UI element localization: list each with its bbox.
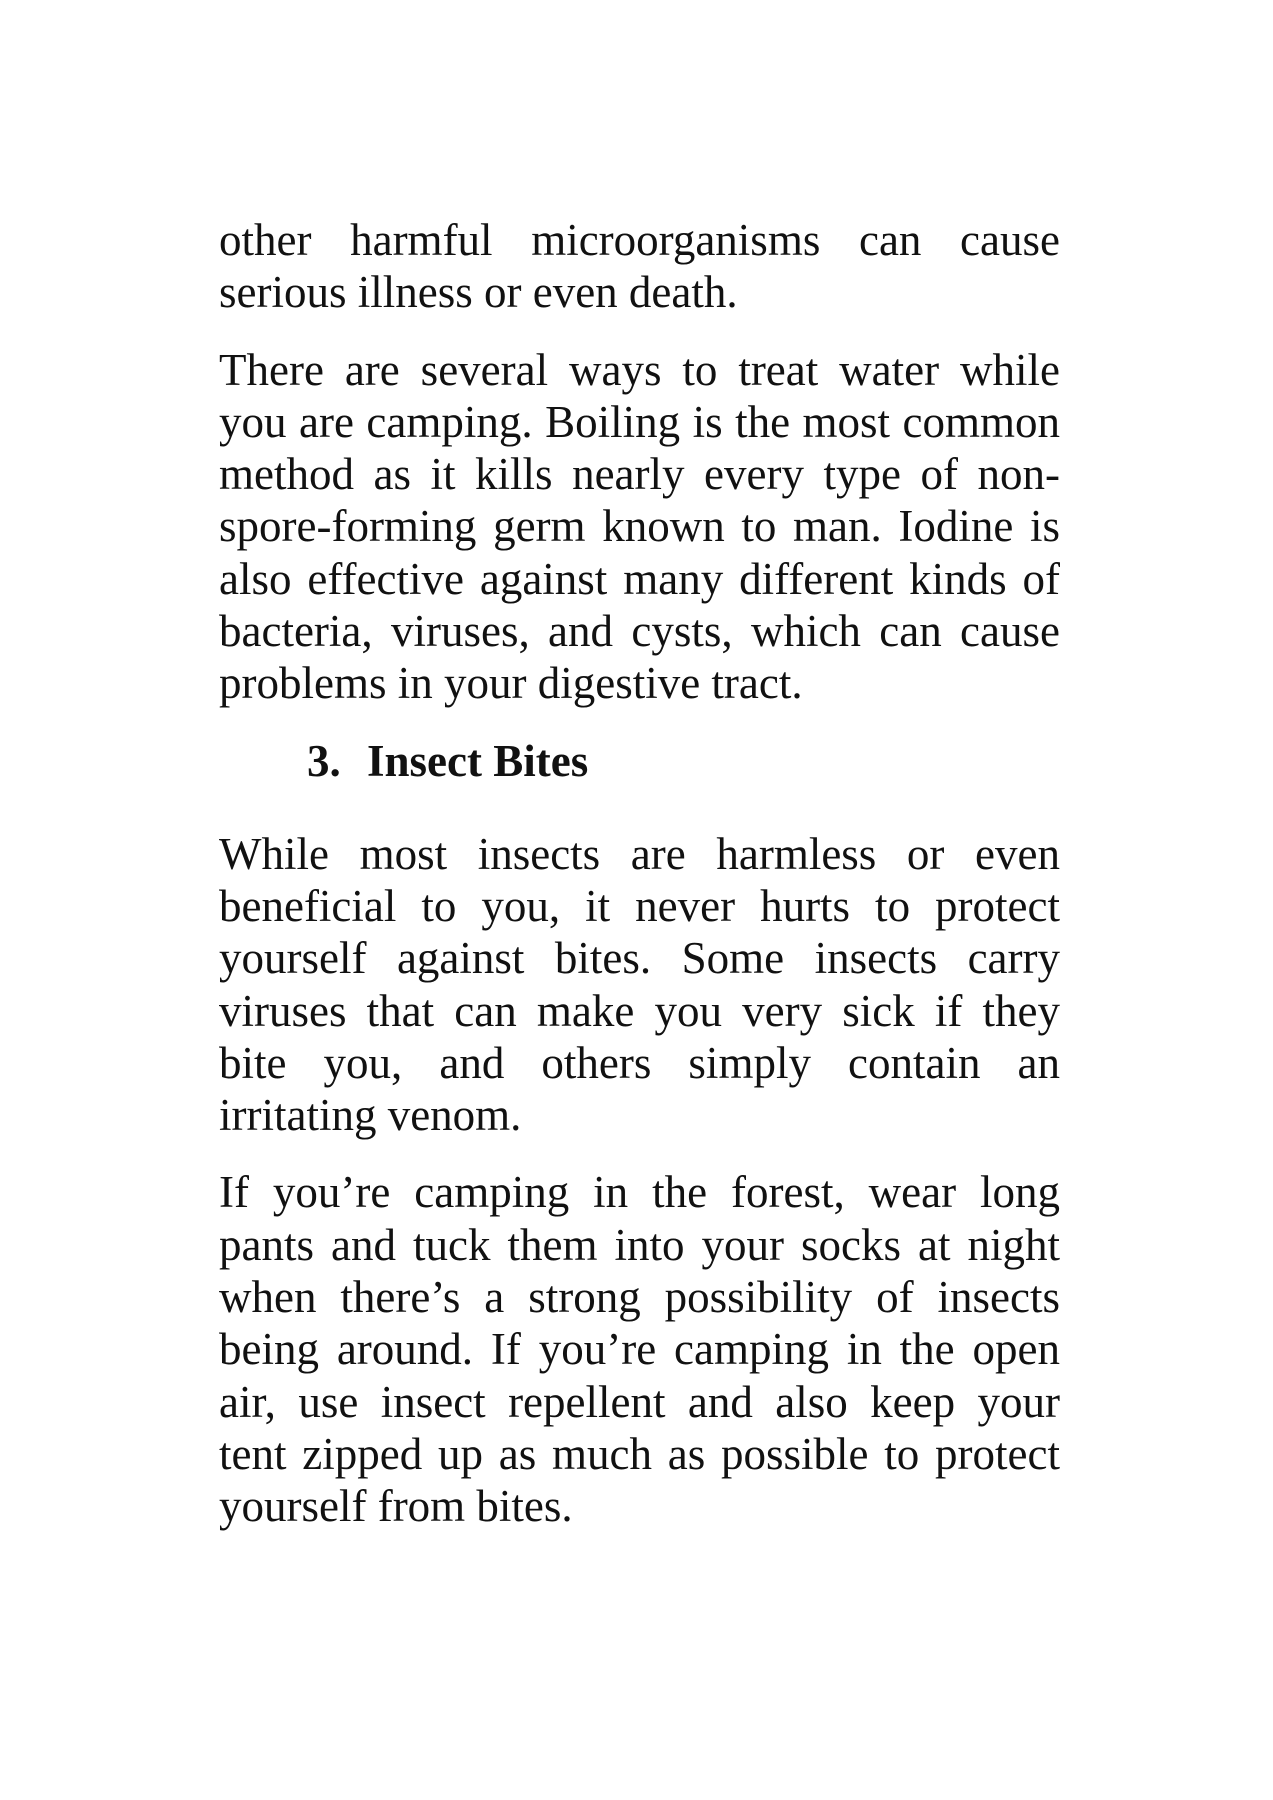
section-number: 3. <box>307 735 341 786</box>
paragraph-insects-advice: If you’re camping in the forest, wear long pants and tuck them into your socks at night when there’s a strong possibility of insects being around. If you’re camping in the open air, use insect repellent and also keep your tent zipped up as much as possible to protect yourself from bites. <box>219 1167 1060 1532</box>
paragraph-illness: other harmful microorganisms can cause serious illness or even death. <box>219 215 1060 318</box>
section-heading <box>219 735 1060 787</box>
page-content <box>219 214 1060 1558</box>
paragraph-insects-intro: While most insects are harmless or even beneficial to you, it never hurts to protect yourself against bites. Some insects carry viruses that can make you very sick if they bite you, and others simply contain an irritating venom. <box>219 828 1060 1141</box>
section-title: Insect Bites <box>367 735 589 786</box>
paragraph-water-treatment: There are several ways to treat water while you are camping. Boiling is the most common method as it kills nearly every type of non-spore-forming germ known to man. Iodine is also effective against many different kinds of bacteria, viruses, and cysts, which can cause problems in your digestive tract. <box>219 344 1060 709</box>
